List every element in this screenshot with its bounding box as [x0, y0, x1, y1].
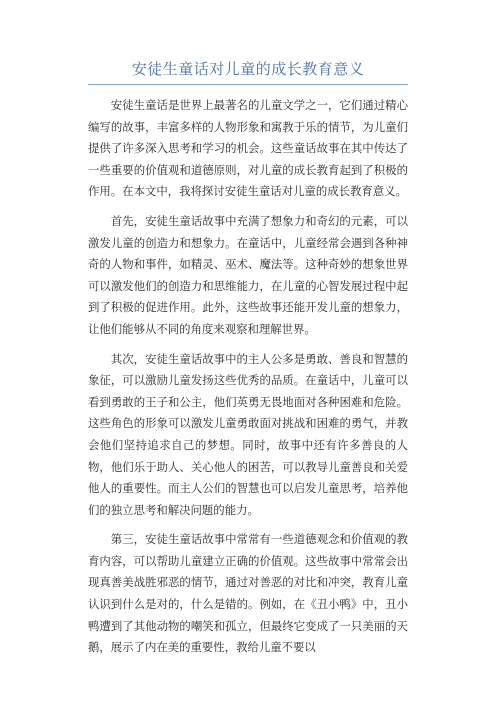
paragraph-2: 首先，安徒生童话故事中充满了想象力和奇幻的元素，可以激发儿童的创造力和想象力。在童话中，儿童经常会遇到各种神奇的人物和事件，如精灵、巫术、魔法等。这种奇妙的想象世界可以激发他们的创造力和思维能力，在儿童的心智发展过程中起到了积极的促进作用。此外，这些故事还能开发儿童的想象力，让他们能够从不同的角度来观察和理解世界。 [88, 213, 408, 336]
paragraph-1: 安徒生童话是世界上最著名的儿童文学之一，它们通过精心编写的故事，丰富多样的人物形象和寓教于乐的情节，为儿童们提供了许多深入思考和学习的机会。这些童话故事在其中传达了一些重要的价值观和道德原则，对儿童的成长教育起到了积极的作用。在本文中，我将探讨安徒生童话对儿童的成长教育意义。 [88, 98, 408, 199]
paragraph-4: 第三，安徒生童话故事中常常有一些道德观念和价值观的教育内容，可以帮助儿童建立正确的价值观。这些故事中常常会出现真善美战胜邪恶的情节，通过对善恶的对比和冲突，教育儿童认识到什么是对的，什么是错的。例如，在《丑小鸭》中，丑小鸭遭到了其他动物的嘲笑和孤立，但最终它变成了一只美丽的天鹅，展示了内在美的重要性，教给儿童不要以 [88, 532, 408, 655]
title-underline [88, 84, 408, 85]
document-title: 安徒生童话对儿童的成长教育意义 [131, 60, 365, 78]
paragraph-3: 其次，安徒生童话故事中的主人公多是勇敢、善良和智慧的象征，可以激励儿童发扬这些优秀的品质。在童话中，儿童可以看到勇敢的王子和公主，他们英勇无畏地面对各种困难和危险。这些角色的形象可以激发儿童勇敢面对挑战和困难的勇气，并教会他们坚持追求自己的梦想。同时，故事中还有许多善良的人物，他们乐于助人、关心他人的困苦，可以教导儿童善良和关爱他人的重要性。而主人公们的智慧也可以启发儿童思考，培养他们的独立思考和解决问题的能力。 [88, 351, 408, 517]
document-body [88, 95, 408, 667]
